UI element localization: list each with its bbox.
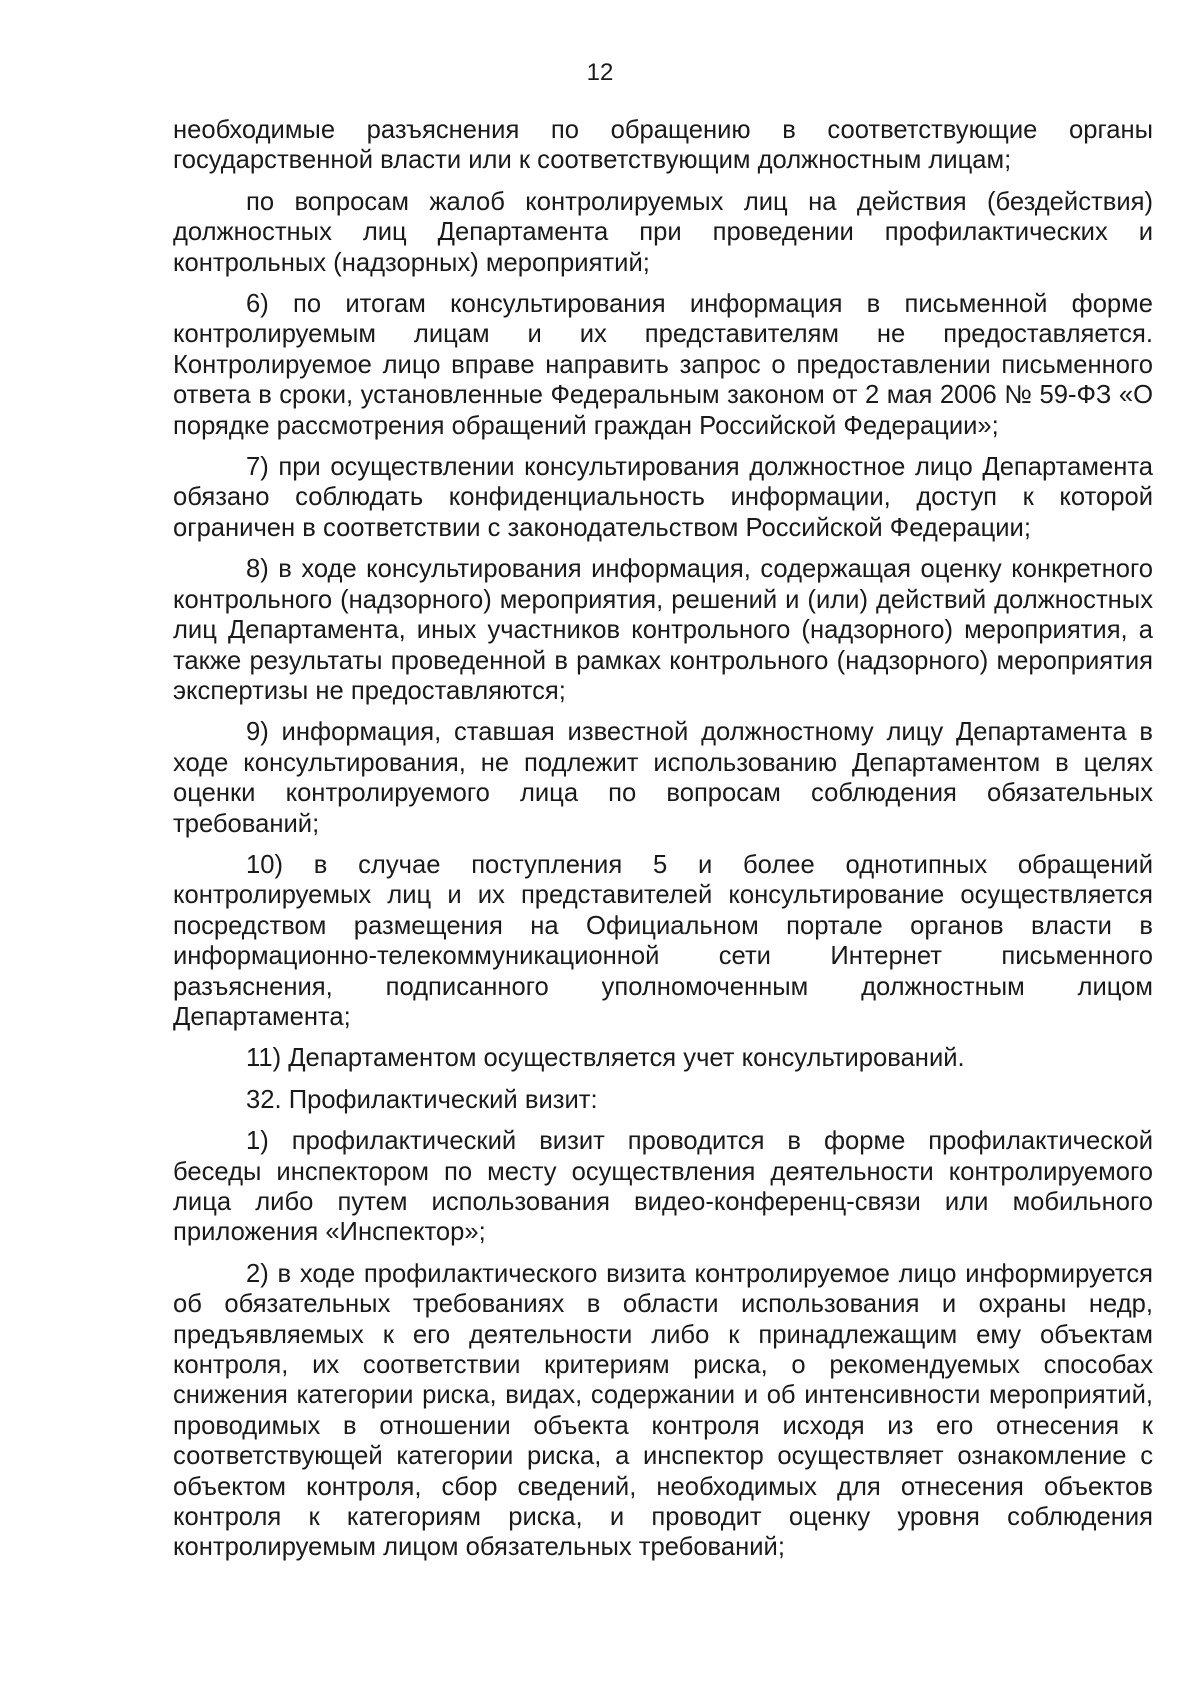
paragraph: 2) в ходе профилактического визита контролируемое лицо информируется об обязательных требованиях в области использования и охраны недр, предъявляемых к его деятельности либо к принадлежащим ему объектам контроля, их соответствии критериям риска, о рекомендуемых способах снижения категории риска, видах, содержании и об интенсивности мероприятий, проводимых в отношении объекта контроля исходя из его отнесения к соответствующей категории риска, а инспектор осуществляет ознакомление с объектом контроля, сбор сведений, необходимых для отнесения объектов контроля к категориям риска, и проводит оценку уровня соблюдения контролируемым лицом обязательных требований; xyxy=(173,1259,1153,1562)
paragraph: 11) Департаментом осуществляется учет консультирований. xyxy=(246,1044,965,1073)
paragraph: 8) в ходе консультирования информация, содержащая оценку конкретного контрольного (надзорного) мероприятия, решений и (или) действий должностных лиц Департамента, иных участников контрольного (надзорного) мероприятия, а также результаты проведенной в рамках контрольного (надзорного) мероприятия экспертизы не предоставляются; xyxy=(173,555,1153,705)
paragraph: 10) в случае поступления 5 и более однотипных обращений контролируемых лиц и их представителей консультирование осуществляется посредством размещения на Официальном портале органов власти в информационно-телекоммуникационной сети Интернет письменного разъяснения, подписанного уполномоченным должностным лицом Департамента; xyxy=(173,850,1153,1031)
paragraph: 6) по итогам консультирования информация в письменной форме контролируемым лицам и их представителям не предоставляется. Контролируемое лицо вправе направить запрос о предоставлении письменного ответа в сроки, установленные Федеральным законом от 2 мая 2006 № 59-ФЗ «О порядке рассмотрения обращений граждан Российской Федерации»; xyxy=(173,290,1153,440)
paragraph: по вопросам жалоб контролируемых лиц на действия (бездействия) должностных лиц Департамента при проведении профилактических и контрольных (надзорных) мероприятий; xyxy=(173,187,1153,277)
paragraph: 7) при осуществлении консультирования должностное лицо Департамента обязано соблюдать конфиденциальность информации, доступ к которой ограничен в соответствии с законодательством Российской Федерации; xyxy=(173,453,1153,542)
document-body xyxy=(173,115,1153,1574)
page-number: 12 xyxy=(586,59,614,86)
paragraph: необходимые разъяснения по обращению в соответствующие органы государственной власти или к соответствующим должностным лицам; xyxy=(173,116,1153,175)
paragraph: 9) информация, ставшая известной должностному лицу Департамента в ходе консультирования, не подлежит использованию Департаментом в целях оценки контролируемого лица по вопросам соблюдения обязательных требований; xyxy=(173,718,1153,838)
paragraph: 32. Профилактический визит: xyxy=(246,1085,598,1114)
paragraph: 1) профилактический визит проводится в форме профилактической беседы инспектором по месту осуществления деятельности контролируемого лица либо путем использования видео-конференц-связи или мобильного приложения «Инспектор»; xyxy=(173,1127,1153,1247)
